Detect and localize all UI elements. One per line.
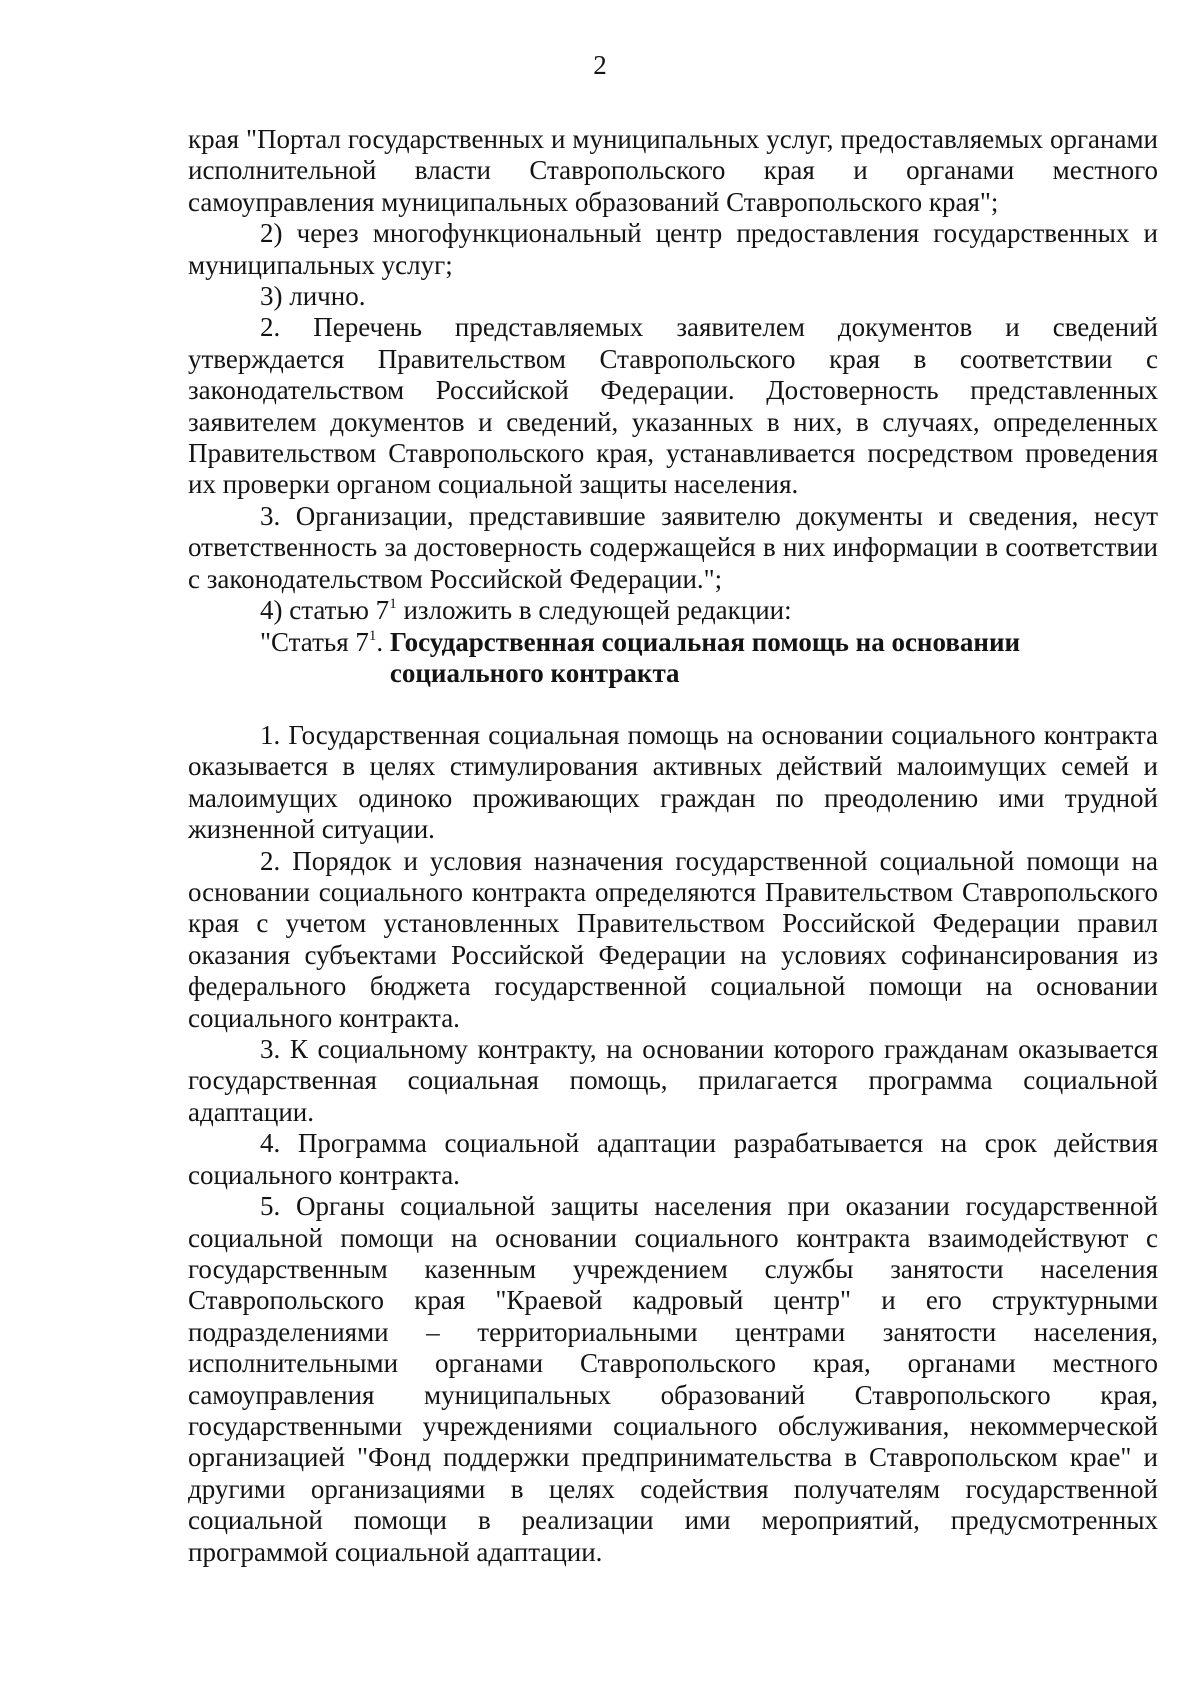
article-paragraph-2: 2. Порядок и условия назначения государственной социальной помощи на основании социального контракта определяются Правительством Ставропольского края с учетом установленных Правительством Российской Федерации правил оказания субъектами Российской Федерации на условиях софинансирования из федерального бюджета государственной социальной помощи на основании социального контракта. bbox=[188, 845, 1158, 1033]
amendment-superscript: 1 bbox=[389, 596, 397, 613]
paragraph-amendment bbox=[188, 595, 1158, 626]
document-body-top bbox=[188, 124, 1158, 689]
amendment-suffix: изложить в следующей редакции: bbox=[396, 595, 792, 626]
paragraph-organizations-responsibility: 3. Организации, представившие заявителю документы и сведения, несут ответственность за достоверность содержащейся в них информации в соответствии с законодательством Российской Федерации."; bbox=[188, 500, 1158, 594]
article-paragraph-1: 1. Государственная социальная помощь на основании социального контракта оказывается в целях стимулирования активных действий малоимущих семей и малоимущих одиноко проживающих граждан по преодолению ими трудной жизненной ситуации. bbox=[188, 720, 1158, 845]
paragraph-in-person: 3) лично. bbox=[260, 281, 366, 312]
article-paragraph-3: 3. К социальному контракту, на основании которого гражданам оказывается государственная социальная помощь, прилагается программа социальной адаптации. bbox=[188, 1034, 1158, 1127]
amendment-prefix: 4) статью 7 bbox=[260, 595, 390, 626]
article-paragraph-5: 5. Органы социальной защиты населения при оказании государственной социальной помощи на основании социального контракта взаимодействуют с государственным казенным учреждением службы занятости населения Ставропольского края "Краевой кадровый центр" и его структурными подразделениями – территориальными центрами занятости населения, исполнительными органами Ставропольского края, органами местного самоуправления муниципальных образований Ставропольского края, государственными учреждениями социального обслуживания, некоммерческой организацией "Фонд поддержки предпринимательства в Ставропольском крае" и другими организациями в целях содействия получателям государственной социальной помощи в реализации ими мероприятий, предусмотренных программой социальной адаптации. bbox=[188, 1191, 1158, 1567]
article-heading-title: Государственная социальная помощь на основании социального контракта bbox=[389, 626, 1021, 688]
paragraph-document-list: 2. Перечень представляемых заявителем документов и сведений утверждается Правительством Ставропольского края в соответствии с законодательством Российской Федерации. Достоверность представленных заявителем документов и сведений, указанных в них, в случаях, определенных Правительством Ставропольского края, устанавливается посредством проведения их проверки органом социальной защиты населения. bbox=[188, 312, 1158, 500]
article-heading bbox=[188, 627, 1158, 690]
paragraph-mfc: 2) через многофункциональный центр предоставления государственных и муниципальных услуг; bbox=[188, 218, 1158, 280]
page-number: 2 bbox=[593, 50, 607, 80]
document-body-article bbox=[188, 720, 1158, 1568]
article-heading-label: "Статья $7^1$. bbox=[260, 626, 390, 657]
paragraph-portal-continuation: края "Портал государственных и муниципальных услуг, предоставляемых органами исполнительной власти Ставропольского края и органами местного самоуправления муниципальных образований Ставропольского края"; bbox=[188, 124, 1158, 217]
article-paragraph-4: 4. Программа социальной адаптации разрабатывается на срок действия социального контракта. bbox=[188, 1128, 1158, 1190]
